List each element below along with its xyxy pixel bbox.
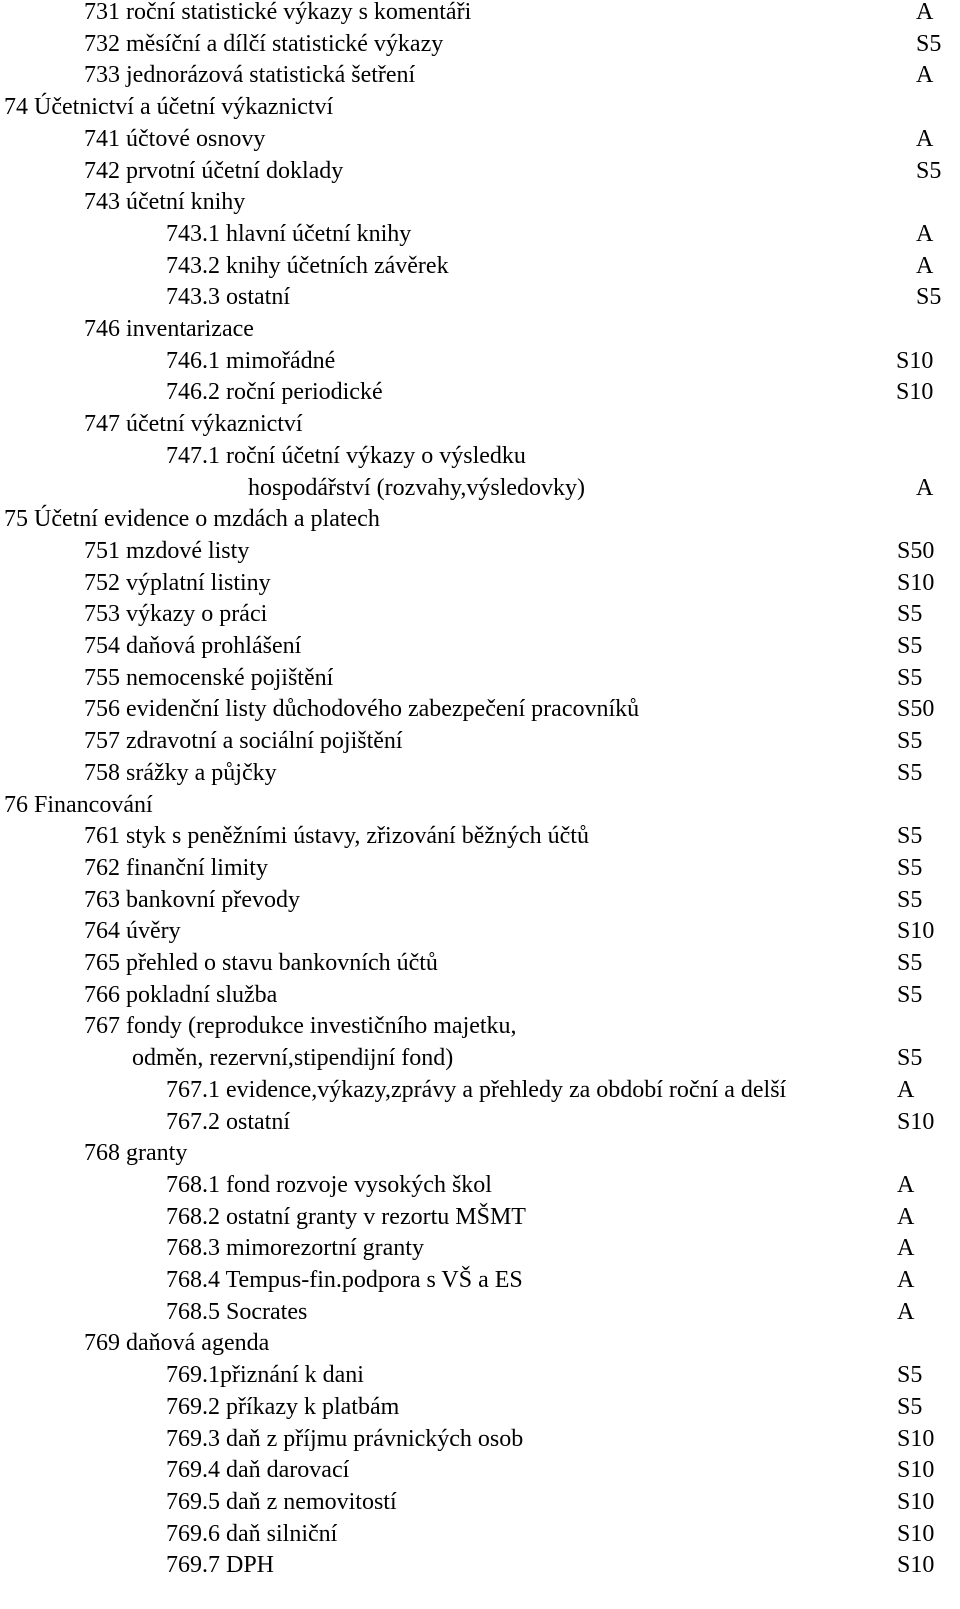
item-label: 753 výkazy o práci [84, 601, 268, 628]
retention-code: S10 [896, 347, 934, 374]
retention-code: S10 [897, 1520, 935, 1547]
list-item [0, 1201, 960, 1233]
retention-code: A [897, 1076, 915, 1103]
list-item [0, 313, 960, 345]
item-label: 756 evidenční listy důchodového zabezpečení pracovníků [84, 696, 640, 723]
list-item [0, 789, 960, 821]
item-label: 757 zdravotní a sociální pojištění [84, 728, 403, 755]
list-item [0, 1074, 960, 1106]
retention-code: A [916, 62, 934, 89]
item-label: 746 inventarizace [84, 316, 254, 342]
item-label: 769.2 příkazy k platbám [166, 1393, 400, 1420]
list-item [0, 503, 960, 535]
item-label: 732 měsíční a dílčí statistické výkazy [84, 30, 444, 57]
retention-code: S10 [897, 1108, 935, 1135]
retention-code: A [897, 1298, 915, 1325]
retention-code: S50 [897, 537, 935, 564]
list-item [0, 1169, 960, 1201]
item-label: 746.2 roční periodické [166, 379, 383, 406]
retention-code: S5 [897, 728, 923, 755]
list-item [0, 440, 960, 472]
retention-code: S5 [897, 854, 923, 881]
item-label: 761 styk s peněžními ústavy, zřizování běžných účtů [84, 823, 589, 850]
item-label: 754 daňová prohlášení [84, 633, 302, 659]
item-label: 769.3 daň z příjmu právnických osob [166, 1425, 524, 1452]
retention-code: A [897, 1235, 915, 1262]
list-item [0, 472, 960, 504]
item-label: 769.6 daň silniční [166, 1520, 338, 1547]
list-item [0, 1454, 960, 1486]
item-label: 769.1přiznání k dani [166, 1362, 364, 1389]
list-item [0, 1486, 960, 1518]
retention-code: S5 [897, 981, 923, 1008]
item-label: 768.5 Socrates [166, 1298, 308, 1325]
list-item [0, 1296, 960, 1328]
retention-code: S5 [897, 1045, 923, 1072]
list-item [0, 186, 960, 218]
list-item [0, 947, 960, 979]
retention-code: S5 [897, 601, 923, 628]
list-item [0, 598, 960, 630]
retention-code: S10 [896, 379, 934, 406]
retention-code: S10 [897, 569, 935, 596]
list-item [0, 28, 960, 60]
item-label: odměn, rezervní,stipendijní fond) [132, 1045, 454, 1072]
retention-code: A [916, 220, 934, 247]
list-item [0, 757, 960, 789]
item-label: 743.1 hlavní účetní knihy [166, 220, 412, 247]
item-label: 763 bankovní převody [84, 886, 300, 913]
retention-code: S5 [897, 823, 923, 850]
list-item [0, 59, 960, 91]
retention-code: S5 [916, 157, 942, 184]
retention-code: S5 [897, 633, 923, 659]
retention-code: A [897, 1203, 915, 1230]
list-item [0, 155, 960, 187]
list-item [0, 123, 960, 155]
item-label: 733 jednorázová statistická šetření [84, 62, 416, 89]
item-label: 74 Účetnictví a účetní výkaznictví [4, 94, 334, 121]
item-label: 762 finanční limity [84, 854, 268, 881]
list-item [0, 1137, 960, 1169]
item-label: hospodářství (rozvahy,výsledovky) [248, 474, 586, 501]
item-label: 747.1 roční účetní výkazy o výsledku [166, 442, 526, 469]
list-item [0, 535, 960, 567]
item-label: 755 nemocenské pojištění [84, 664, 334, 691]
list-item [0, 1518, 960, 1550]
list-item [0, 820, 960, 852]
retention-code: S5 [897, 664, 923, 691]
retention-code: S5 [897, 1393, 923, 1420]
item-label: 767.2 ostatní [166, 1108, 290, 1135]
list-item [0, 1359, 960, 1391]
retention-code: S10 [897, 1488, 935, 1515]
item-label: 768.3 mimorezortní granty [166, 1235, 424, 1262]
item-label: 769.7 DPH [166, 1552, 275, 1579]
item-label: 768.1 fond rozvoje vysokých škol [166, 1171, 492, 1198]
list-item [0, 1264, 960, 1296]
list-item [0, 345, 960, 377]
list-item [0, 1232, 960, 1264]
list-item [0, 1549, 960, 1581]
retention-code: S10 [897, 1425, 935, 1452]
item-label: 769.5 daň z nemovitostí [166, 1488, 397, 1515]
retention-code: S5 [897, 1362, 923, 1389]
item-label: 751 mzdové listy [84, 537, 250, 564]
list-item [0, 1327, 960, 1359]
item-label: 768 granty [84, 1140, 188, 1167]
item-label: 767 fondy (reprodukce investičního majetku, [84, 1013, 517, 1040]
retention-code: S50 [897, 696, 935, 723]
list-item [0, 1042, 960, 1074]
item-label: 764 úvěry [84, 918, 181, 945]
item-label: 76 Financování [4, 791, 153, 818]
retention-code: S10 [897, 1552, 935, 1579]
item-label: 769.4 daň darovací [166, 1457, 350, 1484]
list-item [0, 281, 960, 313]
list-item [0, 662, 960, 694]
retention-code: S10 [897, 918, 935, 945]
list-item [0, 693, 960, 725]
list-item [0, 250, 960, 282]
list-item [0, 1106, 960, 1138]
item-label: 743.2 knihy účetních závěrek [166, 252, 449, 279]
item-label: 75 Účetní evidence o mzdách a platech [4, 506, 380, 533]
list-item [0, 408, 960, 440]
retention-code: A [897, 1171, 915, 1198]
item-label: 731 roční statistické výkazy s komentáři [84, 0, 472, 25]
item-label: 752 výplatní listiny [84, 569, 271, 596]
item-label: 742 prvotní účetní doklady [84, 157, 344, 184]
list-item [0, 91, 960, 123]
item-label: 758 srážky a půjčky [84, 759, 277, 786]
item-label: 743 účetní knihy [84, 189, 246, 216]
list-item [0, 979, 960, 1011]
item-label: 767.1 evidence,výkazy,zprávy a přehledy za období roční a delší [166, 1076, 787, 1103]
retention-code: S5 [897, 886, 923, 913]
item-label: 768.2 ostatní granty v rezortu MŠMT [166, 1203, 526, 1230]
list-item [0, 1423, 960, 1455]
item-label: 768.4 Tempus-fin.podpora s VŠ a ES [166, 1267, 523, 1293]
retention-code: S5 [897, 759, 923, 786]
list-item [0, 1391, 960, 1423]
retention-code: A [897, 1267, 915, 1293]
list-item [0, 852, 960, 884]
list-item [0, 567, 960, 599]
item-label: 769 daňová agenda [84, 1330, 270, 1357]
list-item [0, 218, 960, 250]
retention-code: A [916, 125, 934, 152]
retention-code: S5 [916, 30, 942, 57]
list-item [0, 376, 960, 408]
retention-code: S5 [916, 284, 942, 311]
list-item [0, 1010, 960, 1042]
retention-code: A [916, 0, 934, 25]
retention-code: S5 [897, 950, 923, 976]
list-item [0, 630, 960, 662]
item-label: 747 účetní výkaznictví [84, 411, 303, 438]
item-label: 743.3 ostatní [166, 284, 290, 311]
retention-code: A [916, 474, 934, 501]
item-label: 766 pokladní služba [84, 981, 278, 1008]
retention-code: A [916, 252, 934, 279]
item-label: 746.1 mimořádné [166, 347, 336, 374]
list-item [0, 725, 960, 757]
item-label: 741 účtové osnovy [84, 125, 266, 152]
retention-code: S10 [897, 1457, 935, 1484]
list-item [0, 884, 960, 916]
list-item [0, 915, 960, 947]
item-label: 765 přehled o stavu bankovních účtů [84, 950, 438, 976]
list-item [0, 0, 960, 28]
